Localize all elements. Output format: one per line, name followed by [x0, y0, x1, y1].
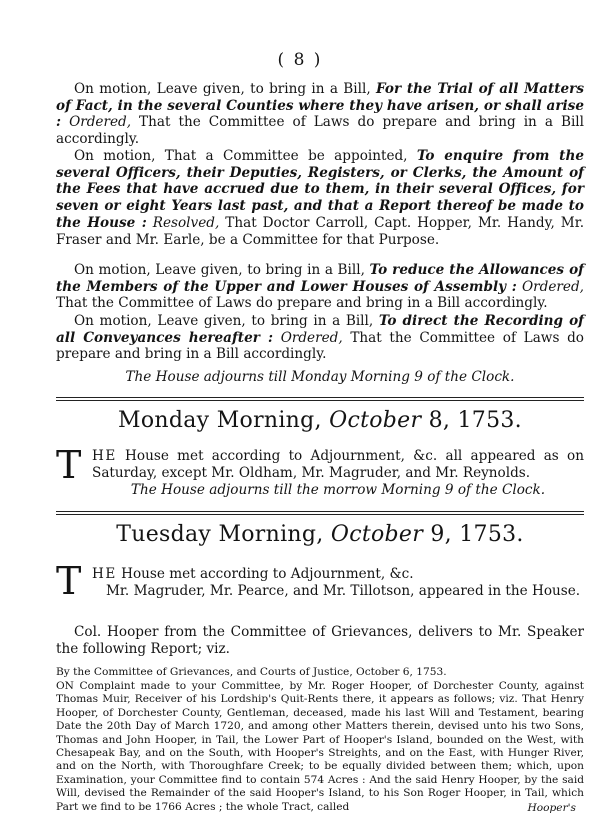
- report-heading: By the Committee of Grievances, and Courts of Justice, October 6, 1753.: [56, 666, 447, 678]
- heading-tuesday: Tuesday Morning, October 9, 1753.: [116, 522, 524, 547]
- motion-3-title: To reduce the Allowances of the Members of the Upper and Lower Houses of Assembly :: [56, 262, 584, 295]
- motion-2-title: To enquire from the several Officers, their Deputies, Registers, or Clerks, the Amount of the Fees that have accrued due to them, in their several Offices, for seven or eight Years last past, and that a Report thereof be made to the House :: [56, 148, 584, 231]
- motion-1-ordered: Ordered,: [69, 114, 132, 131]
- motion-4-lead: On motion, Leave given, to bring in a Bill,: [74, 313, 379, 329]
- grievances-paragraph: Col. Hooper from the Committee of Grievances, delivers to Mr. Speaker the following Report; viz.: [56, 624, 584, 657]
- section-divider-2: [56, 511, 584, 515]
- motion-3-ordered: Ordered,: [522, 278, 584, 295]
- motion-3-lead: On motion, Leave given, to bring in a Bill,: [74, 262, 370, 278]
- motion-1-title: For the Trial of all Matters of Fact, in the several Counties where they have arisen, or shall arise :: [56, 81, 584, 131]
- dropcap-tuesday: T: [56, 559, 82, 603]
- motion-paragraph-3: [56, 262, 584, 312]
- motion-2-resolved: Resolved,: [152, 214, 220, 231]
- motion-4-title: To direct the Recording of all Conveyances hereafter :: [56, 313, 584, 346]
- motion-4-tail: That the Committee of Laws do prepare and bring in a Bill accordingly.: [56, 329, 584, 363]
- monday-paragraph: HE House met according to Adjournment, &c. all appeared as on Saturday, except Mr. Oldham, Mr. Magruder, and Mr. Reynolds.: [92, 448, 584, 481]
- motion-1-tail: That the Committee of Laws do prepare and bring in a Bill accordingly.: [56, 114, 584, 148]
- tuesday-paragraph: HE House met according to Adjournment, &c.: [92, 566, 414, 582]
- motion-2-tail: That Doctor Carroll, Capt. Hopper, Mr. Handy, Mr. Fraser and Mr. Earle, be a Committee for that Purpose.: [56, 214, 585, 248]
- tuesday-members-line: Mr. Magruder, Mr. Pearce, and Mr. Tillotson, appeared in the House.: [106, 583, 581, 599]
- page-number: ( 8 ): [277, 50, 323, 70]
- heading-monday: Monday Morning, October 8, 1753.: [118, 408, 522, 433]
- catchword: Hooper's: [527, 802, 576, 814]
- motion-paragraph-1: [56, 81, 584, 148]
- adjournment-line-2: The House adjourns till the morrow Morning 9 of the Clock.: [130, 482, 546, 498]
- section-divider-1: [56, 397, 584, 401]
- motion-3-tail: That the Committee of Laws do prepare and bring in a Bill accordingly.: [56, 295, 548, 312]
- motion-paragraph-2: [56, 148, 584, 248]
- motion-2-lead: On motion, That a Committee be appointed,: [74, 148, 417, 164]
- motion-paragraph-4: [56, 313, 584, 363]
- dropcap-monday: T: [56, 443, 82, 487]
- report-text: ON Complaint made to your Committee, by Mr. Roger Hooper, of Dorchester County, against Thomas Muir, Receiver of his Lordship's Quit-Rents there, it appears as follows; viz. That Henry Hooper, of Dorchester County, Gentleman, deceased, made his last Will and Testament, bearing Date the 20th Day of March 1720, and among other Matters therein, devised unto his two Sons, Thomas and John Hooper, in Tail, the Lower Part of Hooper's Island, bounded on the West, with Chesapeak Bay, and on the South, with Hooper's Streights, and on the East, with Hunger River, and on the North, with Thoroughfare Creek; to be equally divided between them; which, upon Examination, your Committee find to contain 574 Acres : And the said Henry Hooper, by the said Will, devised the Remainder of the said Hooper's Island, to his Son Roger Hooper, in Tail, which Part we find to be 1766 Acres ; the whole Tract, called: [56, 680, 584, 813]
- motion-1-lead: On motion, Leave given, to bring in a Bill,: [74, 81, 376, 97]
- motion-4-ordered: Ordered,: [280, 329, 343, 346]
- adjournment-line-1: The House adjourns till Monday Morning 9 of the Clock.: [125, 369, 515, 385]
